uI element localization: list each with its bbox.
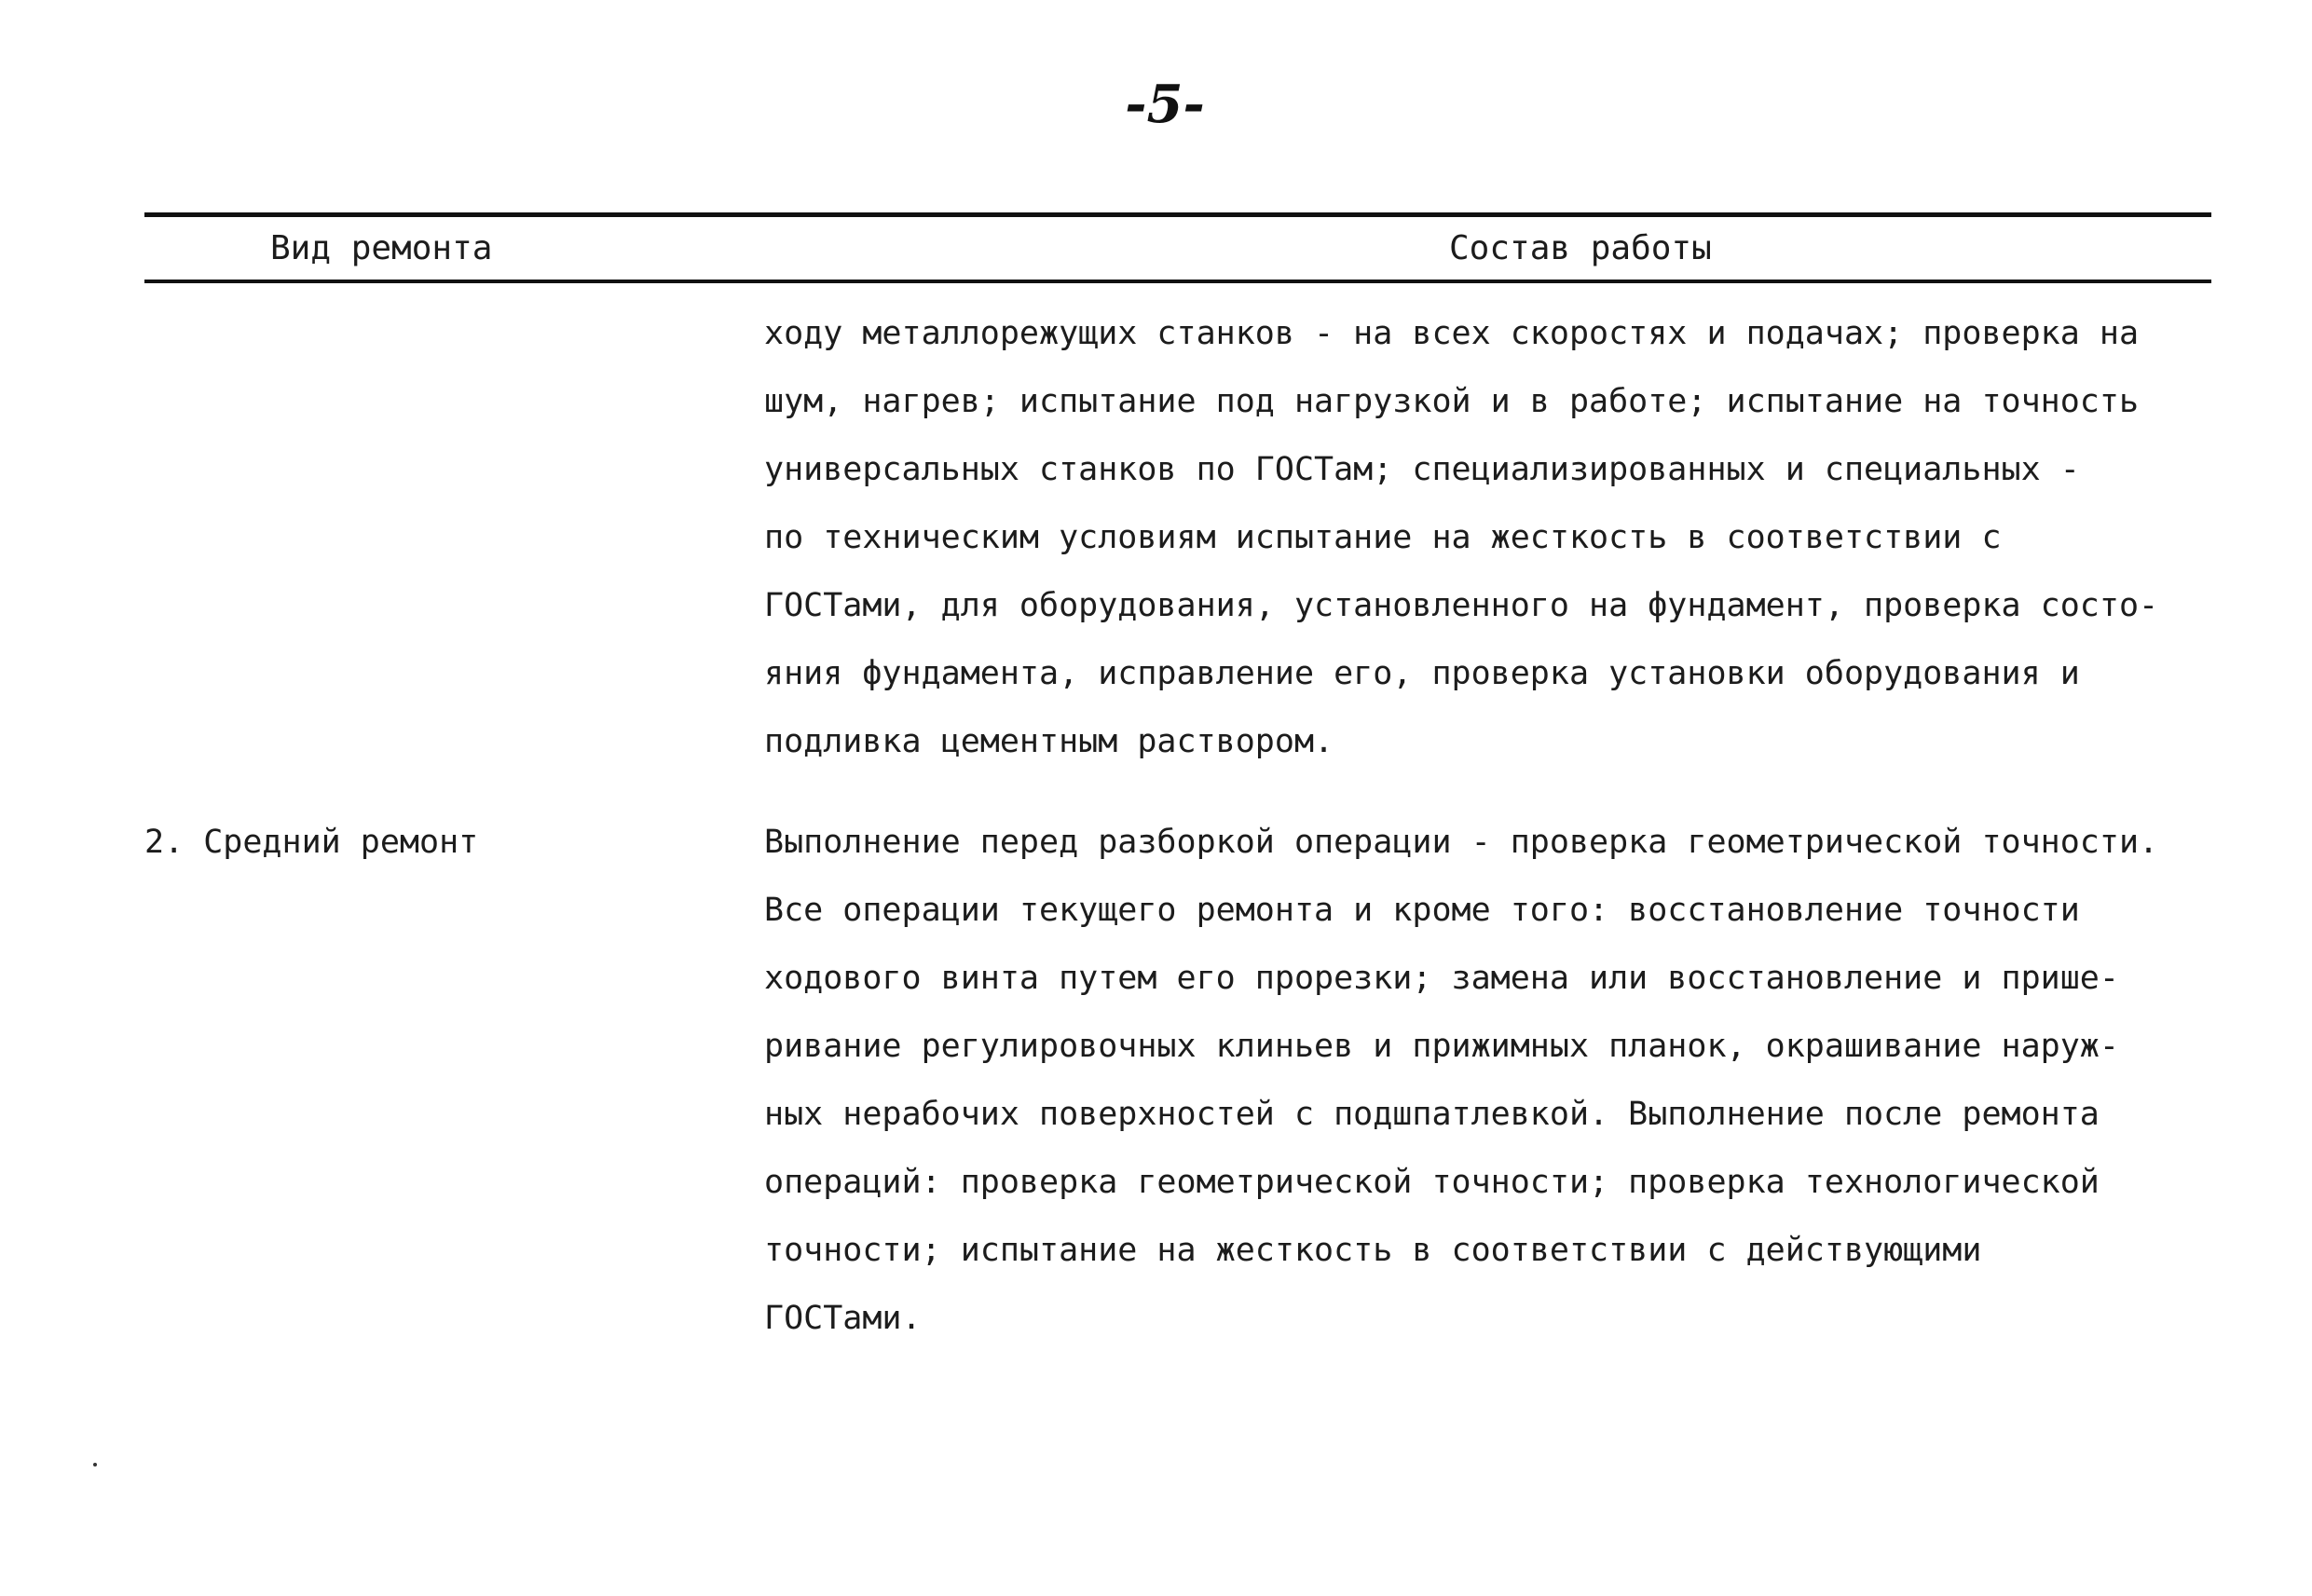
text-line: ходового винта путем его прорезки; замена или восстановление и прише-	[764, 960, 2119, 997]
text-line: ГОСТами.	[764, 1300, 922, 1337]
text-line: операций: проверка геометрической точности; проверка технологической	[764, 1164, 2100, 1201]
scan-speck	[93, 1463, 97, 1466]
text-line: по техническим условиям испытание на жесткость в соответствии с	[764, 519, 2002, 556]
column-header-work-scope: Состав работы	[1449, 229, 1712, 267]
repair-type-label: 2. Средний ремонт	[144, 824, 479, 861]
text-line: ных нерабочих поверхностей с подшпатлевкой. Выполнение после ремонта	[764, 1096, 2100, 1133]
table-header-rule	[144, 280, 2211, 283]
text-line: шум, нагрев; испытание под нагрузкой и в работе; испытание на точность	[764, 383, 2140, 420]
text-line: подливка цементным раствором.	[764, 723, 1334, 760]
text-line: Все операции текущего ремонта и кроме того: восстановление точности	[764, 892, 2080, 929]
text-line: ривание регулировочных клиньев и прижимных планок, окрашивание наруж-	[764, 1028, 2119, 1065]
text-line: точности; испытание на жесткость в соответствии с действующими	[764, 1232, 1982, 1269]
text-line: ходу металлорежущих станков - на всех скоростях и подачах; проверка на	[764, 315, 2140, 352]
continued-work-description	[764, 300, 2218, 776]
medium-repair-work-description	[764, 809, 2218, 1353]
column-header-repair-type: Вид ремонта	[270, 229, 493, 267]
text-line: Выполнение перед разборкой операции - проверка геометрической точности.	[764, 824, 2159, 861]
page-number: -5-	[1125, 74, 1205, 135]
text-line: универсальных станков по ГОСТам; специализированных и специальных -	[764, 451, 2080, 488]
text-line: яния фундамента, исправление его, проверка установки оборудования и	[764, 655, 2080, 692]
text-line: ГОСТами, для оборудования, установленного на фундамент, проверка состо-	[764, 587, 2159, 624]
table-top-rule	[144, 212, 2211, 217]
